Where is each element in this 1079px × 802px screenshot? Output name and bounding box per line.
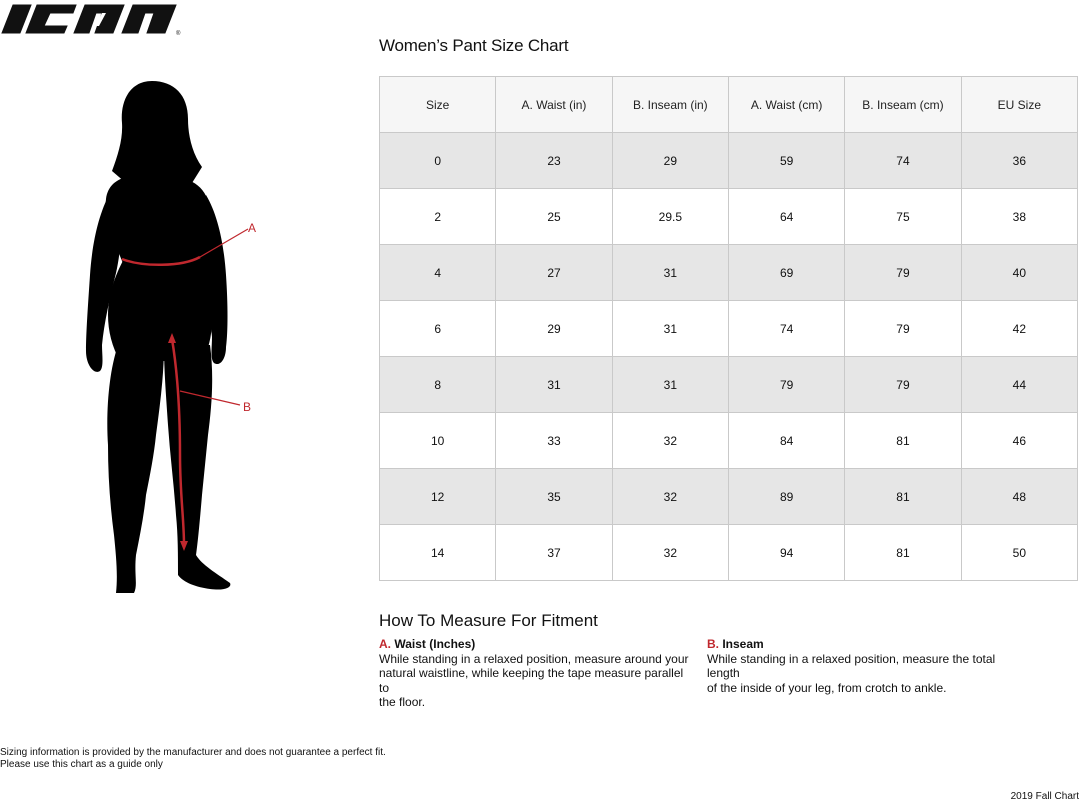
table-cell: 10: [380, 413, 496, 469]
table-cell: 31: [612, 301, 728, 357]
table-cell: 36: [961, 133, 1077, 189]
table-row: [380, 357, 1078, 413]
icon-brand-logo: [0, 2, 182, 36]
body-silhouette-figure: [60, 75, 275, 600]
size-chart-title: Women’s Pant Size Chart: [379, 36, 569, 55]
table-cell: 50: [961, 525, 1077, 581]
table-cell: 29.5: [612, 189, 728, 245]
column-header-waist-in: A. Waist (in): [496, 77, 612, 133]
table-cell: 37: [496, 525, 612, 581]
measure-inseam-heading-text: Inseam: [722, 637, 764, 651]
table-cell: 69: [728, 245, 844, 301]
measure-waist-heading: [379, 637, 689, 652]
table-cell: 31: [496, 357, 612, 413]
measure-waist-line-2: natural waistline, while keeping the tape measure parallel to: [379, 666, 684, 695]
column-header-inseam-in: B. Inseam (in): [612, 77, 728, 133]
disclaimer-line-2: Please use this chart as a guide only: [0, 759, 163, 770]
svg-text:®: ®: [176, 31, 181, 36]
table-cell: 79: [845, 357, 961, 413]
table-cell: 31: [612, 245, 728, 301]
measure-inseam-line-1: While standing in a relaxed position, measure the total length: [707, 651, 996, 680]
table-cell: 81: [845, 525, 961, 581]
sizing-disclaimer: [0, 747, 386, 771]
table-row: [380, 469, 1078, 525]
column-header-inseam-cm: B. Inseam (cm): [845, 77, 961, 133]
table-cell: 89: [728, 469, 844, 525]
table-cell: 79: [845, 301, 961, 357]
measure-waist-line-1: While standing in a relaxed position, measure around your: [379, 651, 689, 666]
column-header-waist-cm: A. Waist (cm): [728, 77, 844, 133]
table-cell: 75: [845, 189, 961, 245]
table-header-row: [380, 77, 1078, 133]
table-row: [380, 413, 1078, 469]
table-cell: 74: [728, 301, 844, 357]
table-cell: 44: [961, 357, 1077, 413]
table-cell: 81: [845, 469, 961, 525]
table-cell: 40: [961, 245, 1077, 301]
measure-waist-block: [379, 637, 689, 710]
measure-section-title: How To Measure For Fitment: [379, 611, 598, 630]
disclaimer-line-1: Sizing information is provided by the manufacturer and does not guarantee a perfect fit.: [0, 747, 386, 758]
table-cell: 48: [961, 469, 1077, 525]
measure-inseam-block: [707, 637, 1027, 695]
measure-waist-line-3: the floor.: [379, 695, 426, 709]
table-cell: 42: [961, 301, 1077, 357]
table-cell: 84: [728, 413, 844, 469]
table-cell: 6: [380, 301, 496, 357]
table-cell: 35: [496, 469, 612, 525]
measure-waist-letter: A.: [379, 637, 391, 651]
measure-inseam-letter: B.: [707, 637, 719, 651]
table-cell: 31: [612, 357, 728, 413]
table-row: [380, 133, 1078, 189]
table-cell: 14: [380, 525, 496, 581]
table-cell: 81: [845, 413, 961, 469]
table-cell: 25: [496, 189, 612, 245]
logo-icon: [0, 2, 182, 36]
table-cell: 4: [380, 245, 496, 301]
table-cell: 32: [612, 413, 728, 469]
column-header-size: Size: [380, 77, 496, 133]
size-chart-table: [379, 76, 1078, 581]
table-cell: 29: [496, 301, 612, 357]
table-cell: 64: [728, 189, 844, 245]
table-cell: 2: [380, 189, 496, 245]
table-cell: 74: [845, 133, 961, 189]
table-cell: 0: [380, 133, 496, 189]
table-cell: 46: [961, 413, 1077, 469]
measure-inseam-line-2: of the inside of your leg, from crotch to ankle.: [707, 680, 947, 695]
column-header-eu-size: EU Size: [961, 77, 1077, 133]
table-cell: 29: [612, 133, 728, 189]
table-cell: 32: [612, 469, 728, 525]
table-row: [380, 301, 1078, 357]
table-cell: 23: [496, 133, 612, 189]
table-cell: 33: [496, 413, 612, 469]
table-cell: 32: [612, 525, 728, 581]
table-cell: 79: [845, 245, 961, 301]
measure-inseam-heading: [707, 637, 1027, 652]
table-cell: 8: [380, 357, 496, 413]
table-cell: 59: [728, 133, 844, 189]
table-cell: 27: [496, 245, 612, 301]
table-row: [380, 245, 1078, 301]
table-cell: 94: [728, 525, 844, 581]
table-row: [380, 525, 1078, 581]
chart-version-label: 2019 Fall Chart: [1010, 791, 1079, 802]
measure-waist-heading-text: Waist (Inches): [394, 637, 476, 651]
table-row: [380, 189, 1078, 245]
table-cell: 38: [961, 189, 1077, 245]
silhouette-icon: [60, 75, 275, 600]
table-cell: 12: [380, 469, 496, 525]
figure-label-a: A: [248, 221, 257, 235]
table-cell: 79: [728, 357, 844, 413]
figure-label-b: B: [243, 400, 252, 414]
